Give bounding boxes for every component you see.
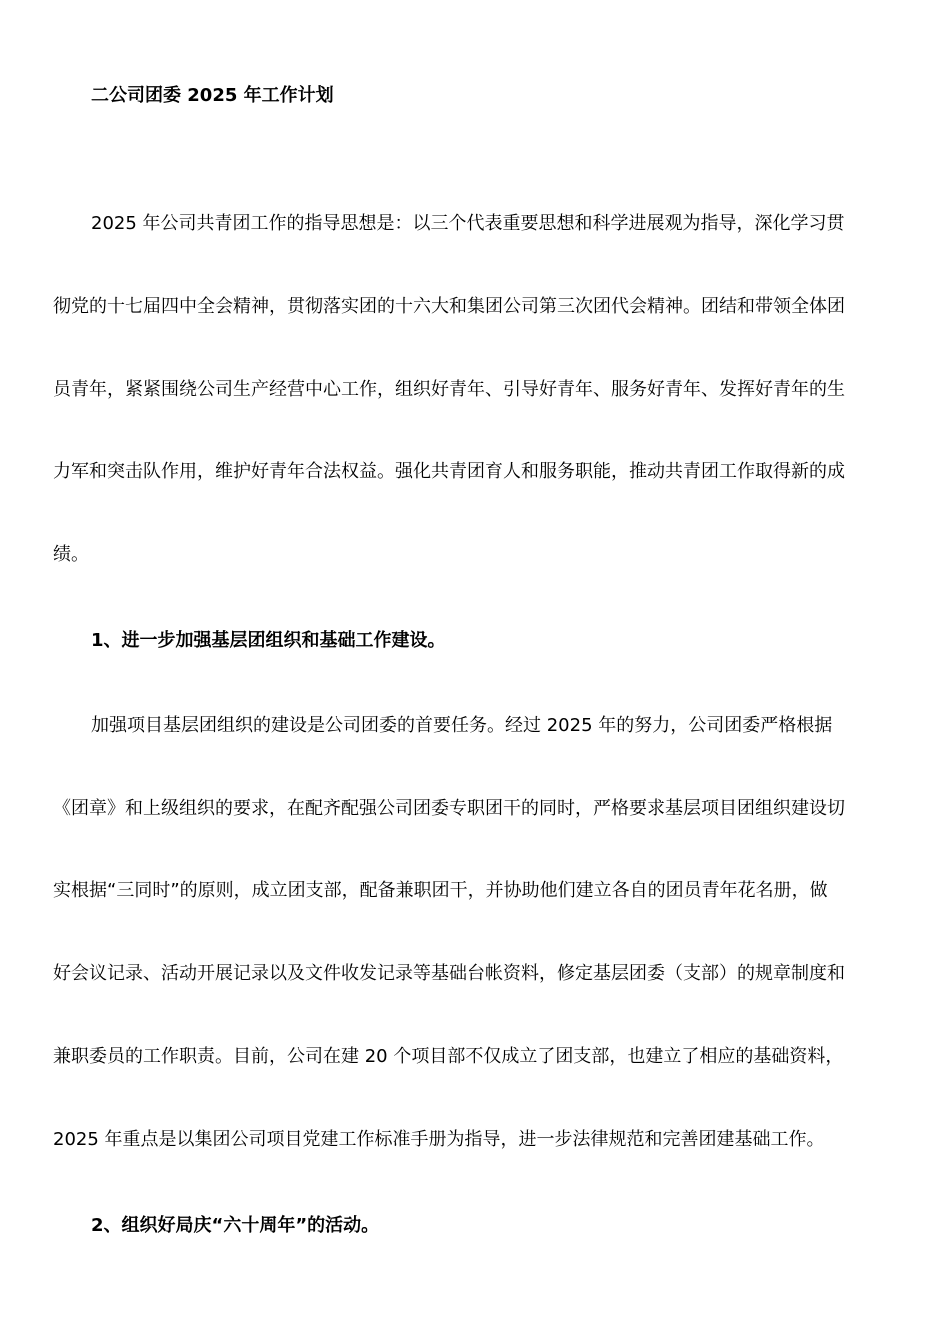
paragraph-line: 绩。: [53, 544, 89, 565]
paragraph-line: 《团章》和上级组织的要求，在配齐配强公司团委专职团干的同时，严格要求基层项目团组织建设切: [53, 798, 845, 819]
section-heading-2: 2、组织好局庆“六十周年”的活动。: [91, 1215, 380, 1236]
paragraph-line: 2025 年公司共青团工作的指导思想是：以三个代表重要思想和科学进展观为指导，深化学习贯: [91, 213, 845, 234]
paragraph-line: 彻党的十七届四中全会精神，贯彻落实团的十六大和集团公司第三次团代会精神。团结和带领全体团: [53, 296, 845, 317]
paragraph-line: 实根据“三同时”的原则，成立团支部，配备兼职团干，并协助他们建立各自的团员青年花名册，做: [53, 880, 828, 901]
paragraph-line: 好会议记录、活动开展记录以及文件收发记录等基础台帐资料，修定基层团委（支部）的规章制度和: [53, 963, 845, 984]
paragraph-line: 兼职委员的工作职责。目前，公司在建 20 个项目部不仅成立了团支部，也建立了相应的基础资料，: [53, 1046, 844, 1067]
paragraph-line: 员青年，紧紧围绕公司生产经营中心工作，组织好青年、引导好青年、服务好青年、发挥好青年的生: [53, 379, 845, 400]
paragraph-line: 力军和突击队作用，维护好青年合法权益。强化共青团育人和服务职能，推动共青团工作取得新的成: [53, 461, 845, 482]
section-heading-1: 1、进一步加强基层团组织和基础工作建设。: [91, 630, 446, 651]
paragraph-line: 2025 年重点是以集团公司项目党建工作标准手册为指导，进一步法律规范和完善团建基础工作。: [53, 1129, 825, 1150]
paragraph-line: 加强项目基层团组织的建设是公司团委的首要任务。经过 2025 年的努力，公司团委严格根据: [91, 715, 833, 736]
document-title: 二公司团委 2025 年工作计划: [91, 85, 334, 106]
